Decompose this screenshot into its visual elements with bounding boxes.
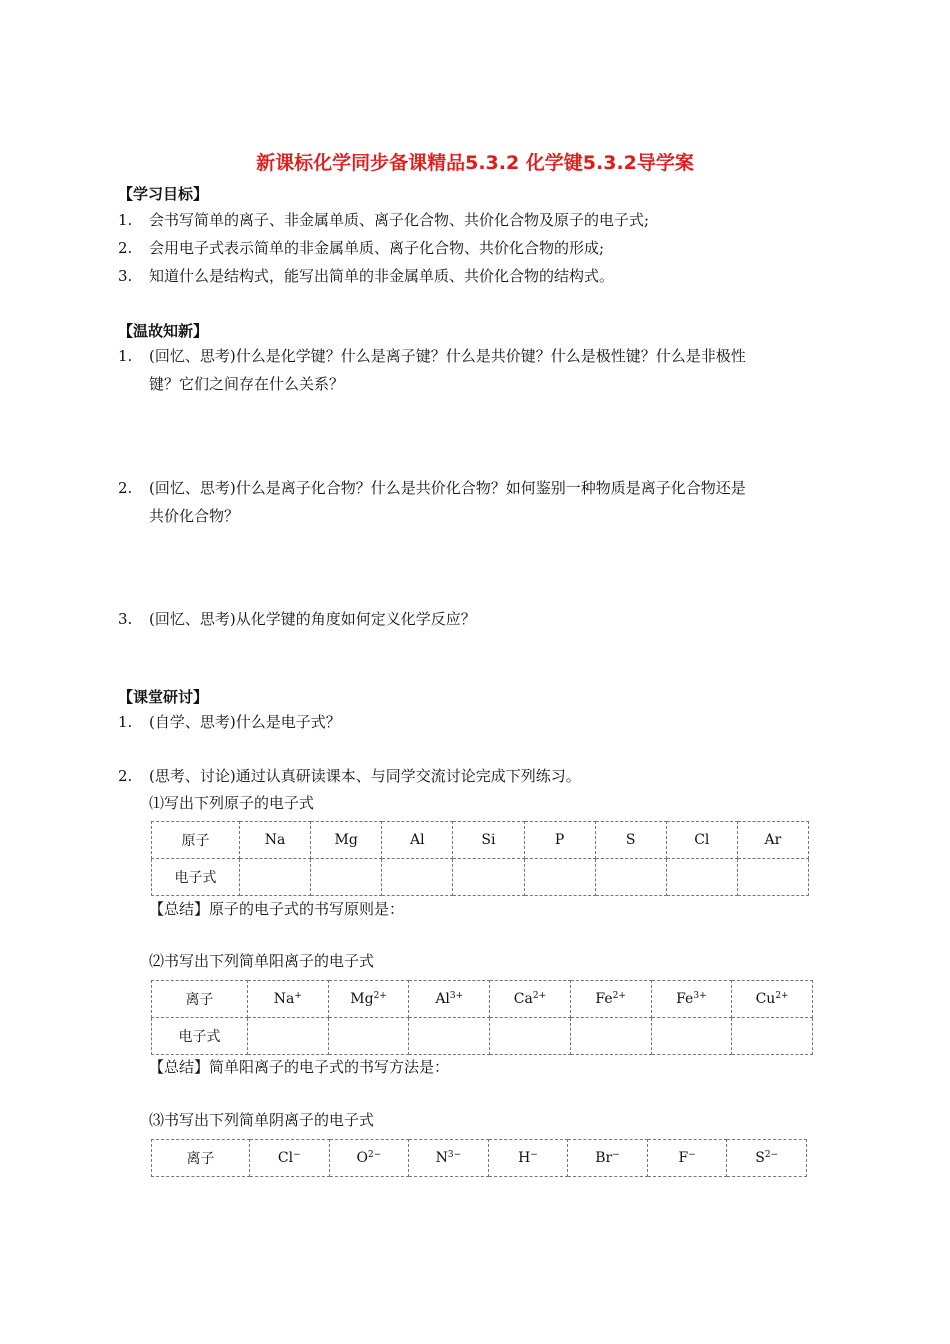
objective-text: 会用电子式表示简单的非金属单质、离子化合物、共价化合物的形成; [149, 239, 605, 257]
objective-num: 3. [118, 267, 133, 285]
ion-cell [250, 1140, 330, 1177]
ion-symbol: Cu [755, 991, 776, 1007]
sub2-summary: 【总结】简单阳离子的电子式的书写方法是： [149, 1058, 450, 1076]
row-head: 离子 [152, 981, 248, 1018]
ion-symbol: Al [435, 991, 450, 1007]
classroom-num: 1. [118, 713, 133, 731]
cation-table [151, 980, 813, 1055]
answer-cell[interactable] [490, 1018, 571, 1055]
sub1-label: ⑴写出下列原子的电子式 [149, 794, 315, 812]
ion-symbol: Fe [676, 991, 694, 1007]
sub2-label: ⑵书写出下列简单阳离子的电子式 [149, 952, 375, 970]
table-row [152, 981, 813, 1018]
answer-cell[interactable] [595, 859, 666, 896]
review-text-line1: (回忆、思考)什么是化学键？什么是离子键？什么是共价键？什么是极性键？什么是非极性 [149, 347, 746, 365]
ion-cell [570, 981, 651, 1018]
ion-charge: 2− [367, 1150, 382, 1160]
objective-item-2 [118, 238, 604, 258]
sub1-summary: 【总结】原子的电子式的书写原则是： [149, 900, 405, 918]
table-row [152, 859, 809, 896]
table-row [152, 1140, 807, 1177]
ion-symbol: H [518, 1150, 531, 1166]
objective-item-3 [118, 266, 614, 286]
ion-cell [328, 981, 409, 1018]
answer-cell[interactable] [248, 1018, 329, 1055]
answer-cell[interactable] [240, 859, 311, 896]
atom-cell: Mg [311, 822, 382, 859]
ion-charge: − [688, 1150, 696, 1160]
ion-charge: 2+ [775, 991, 789, 1001]
ion-cell [727, 1140, 807, 1177]
objectives-heading: 【学习目标】 [118, 185, 209, 203]
ion-charge: 2+ [612, 991, 626, 1001]
sub3-label: ⑶书写出下列简单阴离子的电子式 [149, 1111, 375, 1129]
objective-num: 2. [118, 239, 133, 257]
row-head: 电子式 [152, 859, 240, 896]
review-text-line1: (回忆、思考)从化学键的角度如何定义化学反应？ [149, 610, 476, 628]
anion-table [151, 1139, 807, 1177]
answer-cell[interactable] [651, 1018, 732, 1055]
ion-cell [732, 981, 813, 1018]
objective-text: 会书写简单的离子、非金属单质、离子化合物、共价化合物及原子的电子式; [149, 211, 650, 229]
ion-charge: − [612, 1150, 620, 1160]
ion-charge: 2+ [373, 991, 387, 1001]
ion-cell [248, 981, 329, 1018]
classroom-heading: 【课堂研讨】 [118, 688, 209, 706]
ion-charge: − [293, 1150, 301, 1160]
page-title: 新课标化学同步备课精品5.3.2 化学键5.3.2导学案 [256, 152, 694, 174]
ion-charge: 3− [447, 1150, 462, 1160]
row-head: 原子 [152, 822, 240, 859]
review-text-line2: 键？它们之间存在什么关系？ [149, 375, 345, 393]
ion-cell [488, 1140, 568, 1177]
objective-text: 知道什么是结构式，能写出简单的非金属单质、共价化合物的结构式。 [149, 267, 615, 285]
review-heading: 【温故知新】 [118, 322, 209, 340]
answer-cell[interactable] [666, 859, 737, 896]
review-num: 3. [118, 610, 133, 628]
ion-cell [647, 1140, 727, 1177]
table-row [152, 822, 809, 859]
answer-cell[interactable] [409, 1018, 490, 1055]
review-item-3 [118, 609, 476, 629]
classroom-item-1 [118, 712, 341, 732]
ion-charge: 2− [764, 1150, 779, 1160]
review-text-line2: 共价化合物？ [149, 507, 240, 525]
ion-charge: 3+ [449, 991, 464, 1001]
ion-cell [409, 981, 490, 1018]
row-head: 离子 [152, 1140, 250, 1177]
answer-cell[interactable] [382, 859, 453, 896]
ion-symbol: S [755, 1150, 765, 1166]
ion-symbol: Cl [277, 1150, 294, 1166]
review-item-1 [118, 346, 746, 366]
review-num: 2. [118, 479, 133, 497]
atom-cell: S [595, 822, 666, 859]
answer-cell[interactable] [524, 859, 595, 896]
ion-symbol: Ca [513, 991, 533, 1007]
answer-cell[interactable] [328, 1018, 409, 1055]
atom-table [151, 821, 809, 896]
ion-charge: 2+ [532, 991, 547, 1001]
objective-item-1 [118, 210, 649, 230]
review-text-line1: (回忆、思考)什么是离子化合物？什么是共价化合物？如何鉴别一种物质是离子化合物还是 [149, 479, 746, 497]
ion-cell [651, 981, 732, 1018]
answer-cell[interactable] [732, 1018, 813, 1055]
ion-charge: + [294, 991, 302, 1001]
ion-symbol: Na [273, 991, 295, 1007]
ion-cell [409, 1140, 489, 1177]
ion-symbol: Mg [350, 991, 374, 1007]
review-item-2 [118, 478, 746, 498]
atom-cell: Cl [666, 822, 737, 859]
classroom-text: (思考、讨论)通过认真研读课本、与同学交流讨论完成下列练习。 [149, 767, 581, 785]
ion-symbol: N [435, 1150, 448, 1166]
ion-symbol: O [356, 1150, 368, 1166]
answer-cell[interactable] [570, 1018, 651, 1055]
classroom-num: 2. [118, 767, 133, 785]
atom-cell: P [524, 822, 595, 859]
table-row [152, 1018, 813, 1055]
classroom-item-2 [118, 766, 581, 786]
answer-cell[interactable] [453, 859, 524, 896]
answer-cell[interactable] [737, 859, 808, 896]
atom-cell: Si [453, 822, 524, 859]
ion-symbol: Br [595, 1150, 613, 1166]
ion-cell [490, 981, 571, 1018]
ion-cell [329, 1140, 409, 1177]
review-num: 1. [118, 347, 133, 365]
classroom-text: (自学、思考)什么是电子式？ [149, 713, 341, 731]
answer-cell[interactable] [311, 859, 382, 896]
ion-charge: 3+ [693, 991, 707, 1001]
atom-cell: Ar [737, 822, 808, 859]
ion-charge: − [530, 1150, 538, 1160]
ion-symbol: F [678, 1150, 689, 1166]
objective-num: 1. [118, 211, 133, 229]
atom-cell: Na [240, 822, 311, 859]
ion-symbol: Fe [595, 991, 613, 1007]
ion-cell [568, 1140, 648, 1177]
row-head: 电子式 [152, 1018, 248, 1055]
atom-cell: Al [382, 822, 453, 859]
